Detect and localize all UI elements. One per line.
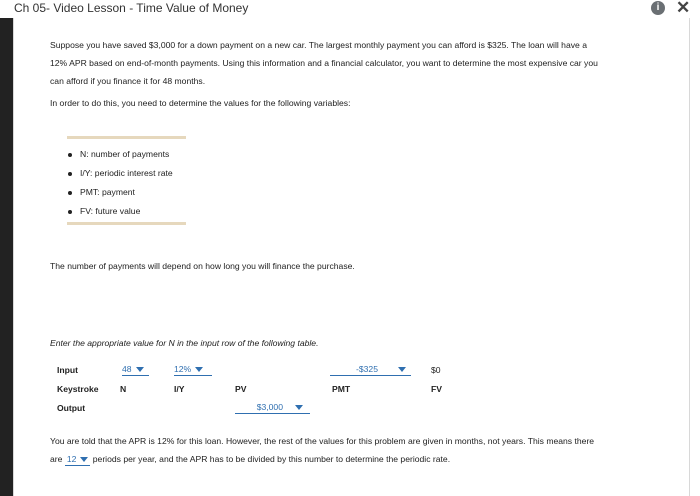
list-item: I/Y: periodic interest rate <box>68 164 173 183</box>
footer-paragraph <box>50 432 682 468</box>
window-title: Ch 05- Video Lesson - Time Value of Money <box>14 1 249 15</box>
key-n: N <box>120 384 127 394</box>
key-fv: FV <box>431 384 442 394</box>
fv-input-value: $0 <box>431 365 441 375</box>
list-item: N: number of payments <box>68 145 173 164</box>
right-margin <box>690 18 700 496</box>
pv-output-dropdown[interactable] <box>235 402 310 414</box>
row-label-input: Input <box>57 365 78 375</box>
table-instruction: Enter the appropriate value for N in the input row of the following table. <box>50 338 319 348</box>
iy-input-value: 12% <box>174 364 192 374</box>
row-label-keystroke: Keystroke <box>57 384 99 394</box>
footer-post: periods per year, and the APR has to be divided by this number to determine the periodic rate. <box>92 454 451 464</box>
list-item: PMT: payment <box>68 183 173 202</box>
title-bar <box>0 0 700 18</box>
intro-line-2: 12% APR based on end-of-month payments. Using this information and a financial calculator, you want to determine the most expensive car you <box>50 58 598 68</box>
footer-line-1: You are told that the APR is 12% for this loan. However, the rest of the values for this problem are given in months, not years. This means there <box>50 436 595 446</box>
info-icon[interactable]: i <box>651 1 665 15</box>
chevron-down-icon <box>398 367 406 372</box>
chevron-down-icon <box>295 405 303 410</box>
footer-pre: are <box>50 454 63 464</box>
divider-top <box>67 136 186 139</box>
variables-list <box>68 145 173 221</box>
row-label-output: Output <box>57 403 86 413</box>
periods-value: 12 <box>66 454 77 464</box>
intro-line-1: Suppose you have saved $3,000 for a down payment on a new car. The largest monthly payment you can afford is $325. The loan will have a <box>50 40 587 50</box>
divider-bottom <box>67 222 186 225</box>
key-pmt: PMT <box>332 384 351 394</box>
close-icon[interactable]: ✕ <box>676 0 691 17</box>
pmt-input-dropdown[interactable] <box>330 364 411 376</box>
chevron-down-icon <box>80 457 88 462</box>
payments-note: The number of payments will depend on how long you will finance the purchase. <box>50 261 355 271</box>
left-sidebar-strip <box>0 18 13 496</box>
variables-intro: In order to do this, you need to determine the values for the following variables: <box>50 98 351 108</box>
list-item: FV: future value <box>68 202 173 221</box>
chevron-down-icon <box>136 367 144 372</box>
pmt-input-value: -$325 <box>356 364 378 374</box>
chevron-down-icon <box>195 367 203 372</box>
footer-line-2 <box>50 450 682 468</box>
intro-line-3: can afford if you finance it for 48 months. <box>50 76 206 86</box>
n-input-dropdown[interactable] <box>122 364 149 376</box>
periods-dropdown[interactable] <box>65 454 91 466</box>
key-iy: I/Y <box>174 384 185 394</box>
intro-paragraph <box>50 36 682 90</box>
key-pv: PV <box>235 384 247 394</box>
iy-input-dropdown[interactable] <box>174 364 212 376</box>
pv-output-value: $3,000 <box>256 402 283 412</box>
n-input-value: 48 <box>122 364 132 374</box>
